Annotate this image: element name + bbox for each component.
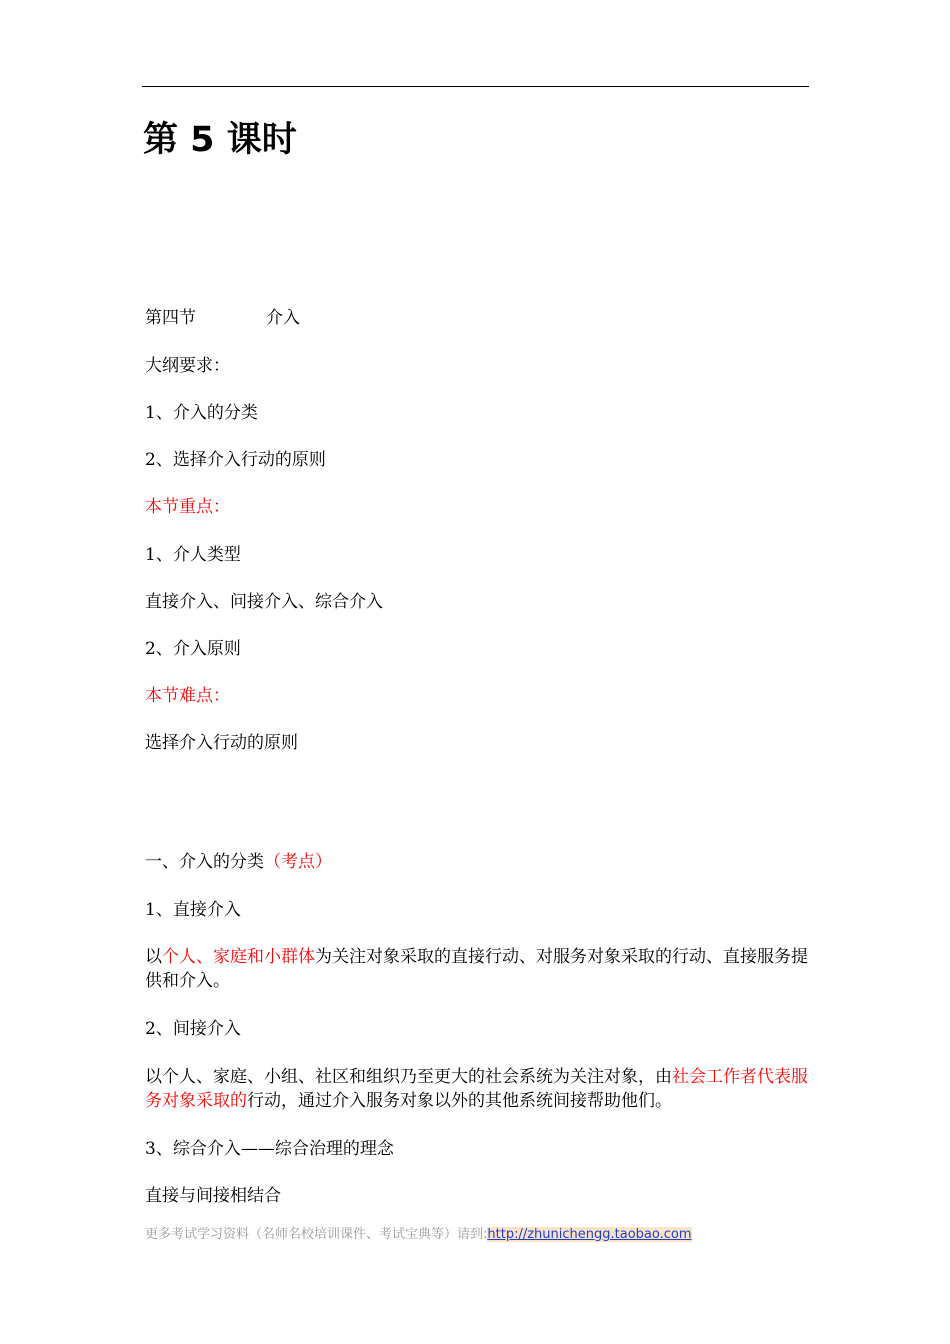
exam-point-tag: （考点）: [264, 852, 332, 872]
classification-heading: [145, 850, 332, 874]
indirect-intervention-title: 2、间接介入: [145, 1019, 241, 1039]
page-title: 第 5 课时: [143, 120, 297, 160]
indirect-highlight: 社会工作者代表服务对象采取的: [145, 1067, 808, 1111]
key-points-heading: 本节重点：: [145, 497, 230, 517]
integrated-intervention-title: 3、综合介入——综合治理的理念: [145, 1139, 394, 1159]
syllabus-item-1: 1、介入的分类: [145, 403, 258, 423]
footer: [145, 1225, 692, 1245]
section-heading: [145, 306, 300, 330]
footer-text: 更多考试学习资料（名师名校培训课件、考试宝典等）请到:: [145, 1227, 488, 1242]
header-rule: [142, 86, 809, 87]
direct-intervention-text: 以个人、家庭和小群体为关注对象采取的直接行动、对服务对象采取的行动、直接服务提供和介入。: [145, 947, 808, 991]
section-name: 介入: [266, 308, 300, 328]
direct-intervention-title: 1、直接介入: [145, 900, 241, 920]
direct-highlight: 个人、家庭和小群体: [162, 947, 315, 967]
integrated-intervention-detail: 直接与间接相结合: [145, 1186, 281, 1206]
footer-link[interactable]: http://zhunichengg.taobao.com: [487, 1227, 692, 1242]
key-point-1-detail: 直接介入、问接介入、综合介入: [145, 592, 383, 612]
difficult-point-1: 选择介入行动的原则: [145, 733, 298, 753]
section-label: 第四节: [145, 308, 196, 328]
classification-heading-text: 一、介入的分类: [145, 852, 264, 872]
syllabus-heading: 大纲要求：: [145, 356, 230, 376]
key-point-2: 2、介入原则: [145, 639, 241, 659]
difficult-points-heading: 本节难点：: [145, 686, 230, 706]
key-point-1: 1、介人类型: [145, 545, 241, 565]
syllabus-item-2: 2、选择介入行动的原则: [145, 450, 326, 470]
indirect-intervention-text: 以个人、家庭、小组、社区和组织乃至更大的社会系统为关注对象，由社会工作者代表服务对象采取的行动，通过介入服务对象以外的其他系统间接帮助他们。: [145, 1067, 808, 1111]
